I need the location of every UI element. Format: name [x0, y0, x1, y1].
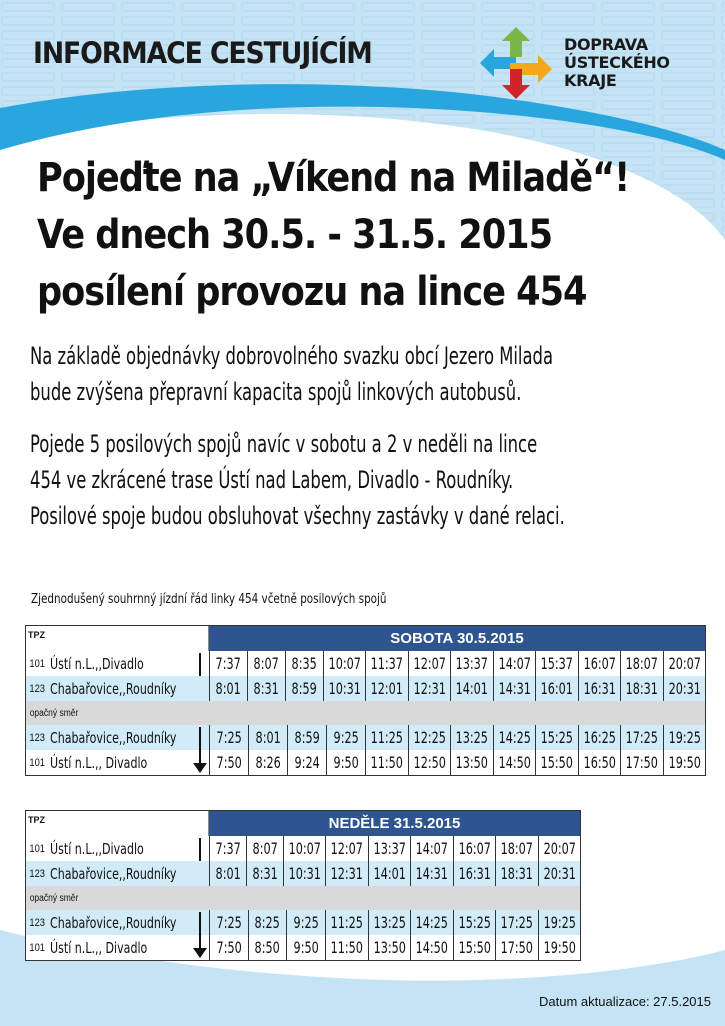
departure-time-cell: [450, 651, 492, 676]
departure-time: 7:37: [215, 839, 241, 858]
tpz-label: TPZ: [28, 630, 45, 640]
opposite-direction-row: [26, 701, 705, 725]
stop-cell: [26, 836, 209, 861]
departure-time-cell: [210, 676, 247, 701]
table-row: [26, 935, 580, 960]
departure-time: 8:26: [255, 753, 281, 772]
departure-time-cell: [286, 935, 325, 960]
departure-time: 8:01: [255, 728, 281, 747]
departure-time-cell: [538, 910, 580, 935]
departure-time-cell: [247, 676, 285, 701]
stop-code: 123: [29, 682, 45, 695]
departure-time: 15:50: [540, 753, 573, 772]
opposite-direction-label: opačný směr: [29, 892, 79, 904]
departure-time: 9:25: [333, 728, 359, 747]
table-row: [26, 836, 580, 861]
departure-time: 19:50: [668, 753, 701, 772]
table-row: [26, 861, 580, 886]
departure-time: 14:01: [373, 864, 406, 883]
table-row: [26, 910, 580, 935]
departure-time-cell: [287, 725, 326, 750]
departure-time: 12:07: [413, 654, 446, 673]
departure-time: 8:01: [215, 864, 241, 883]
paragraph-line: Na základě objednávky dobrovolného svazku obcí Jezero Milada: [30, 342, 554, 370]
departure-time-cell: [410, 861, 452, 886]
departure-time-cell: [210, 750, 248, 775]
departure-time: 8:50: [254, 938, 281, 957]
departure-time: 20:07: [668, 654, 701, 673]
timetable-header-row: [26, 626, 705, 651]
departure-time: 16:01: [540, 679, 573, 698]
headline-line: posílení provozu na lince 454: [37, 269, 587, 315]
tpz-cell: [26, 811, 209, 836]
departure-time-cell: [323, 676, 365, 701]
departure-time: 13:25: [455, 728, 489, 747]
logo-text: [564, 36, 670, 90]
departure-time-cell: [247, 651, 285, 676]
departure-time: 20:07: [543, 839, 576, 858]
update-date: Datum aktualizace: 27.5.2015: [539, 994, 711, 1009]
departure-time: 9:25: [293, 913, 319, 932]
departure-time-cell: [368, 910, 410, 935]
stop-name: Ústí n.L.,,Divadlo: [50, 654, 145, 673]
departure-time-cell: [493, 676, 535, 701]
departure-time: 14:31: [498, 679, 531, 698]
departure-time-cell: [453, 910, 495, 935]
departure-time: 9:50: [333, 753, 359, 772]
time-cells: [209, 676, 705, 701]
departure-time: 7:25: [216, 728, 242, 747]
departure-time: 12:25: [413, 728, 446, 747]
departure-time: 18:07: [625, 654, 658, 673]
departure-time: 7:50: [216, 753, 242, 772]
stop-code: 123: [29, 731, 45, 744]
departure-time-cell: [210, 651, 247, 676]
stop-name: Chabařovice,,Roudníky: [50, 864, 177, 883]
departure-time: 16:31: [583, 679, 616, 698]
opposite-direction-row: [26, 886, 580, 910]
departure-time-cell: [287, 750, 326, 775]
departure-time-cell: [450, 750, 492, 775]
departure-time: 16:31: [458, 864, 491, 883]
departure-time-cell: [210, 910, 248, 935]
departure-time: 17:50: [500, 938, 533, 957]
departure-time-cell: [663, 651, 705, 676]
day-banner: NEDĚLE 31.5.2015: [209, 811, 580, 836]
departure-time-cell: [326, 750, 365, 775]
timetable-header-row: [26, 811, 580, 836]
departure-time-cell: [620, 651, 662, 676]
stop-code: 101: [29, 842, 45, 855]
departure-time: 18:31: [500, 864, 533, 883]
time-cells: [209, 836, 580, 861]
stop-name: Chabařovice,,Roudníky: [50, 679, 177, 698]
departure-time: 17:25: [625, 728, 658, 747]
departure-time-cell: [248, 910, 287, 935]
departure-time-cell: [283, 861, 325, 886]
departure-time-cell: [620, 725, 662, 750]
departure-time: 13:37: [455, 654, 488, 673]
stop-cell: [26, 676, 209, 701]
departure-time: 8:07: [253, 654, 279, 673]
departure-time-cell: [248, 935, 287, 960]
departure-time-cell: [495, 836, 537, 861]
departure-time: 16:50: [583, 753, 616, 772]
headline-line: Pojeďte na „Víkend na Miladě“!: [37, 155, 630, 201]
departure-time: 12:07: [330, 839, 364, 858]
departure-time: 19:25: [668, 728, 701, 747]
departure-time-cell: [365, 725, 407, 750]
stop-cell: [26, 935, 209, 960]
departure-time: 14:01: [455, 679, 488, 698]
info-paragraph-2: [30, 426, 565, 534]
departure-time: 10:31: [288, 864, 321, 883]
departure-time-cell: [408, 676, 450, 701]
departure-time-cell: [210, 836, 246, 861]
departure-time-cell: [408, 725, 450, 750]
departure-time: 12:01: [370, 679, 404, 698]
table-row: [26, 676, 705, 701]
departure-time-cell: [493, 651, 535, 676]
separator-fill: [209, 701, 705, 725]
departure-time-cell: [283, 836, 325, 861]
departure-time: 16:25: [583, 728, 616, 747]
departure-time: 9:50: [293, 938, 319, 957]
departure-time: 14:50: [498, 753, 531, 772]
departure-time: 8:59: [291, 679, 317, 698]
tpz-label: TPZ: [28, 815, 45, 825]
stop-code: 123: [29, 916, 45, 929]
departure-time: 10:07: [328, 654, 361, 673]
departure-time-cell: [410, 836, 452, 861]
timetable-saturday: [25, 625, 706, 776]
departure-time-cell: [453, 836, 495, 861]
departure-time-cell: [285, 676, 323, 701]
departure-time-cell: [535, 725, 577, 750]
departure-time: 17:25: [500, 913, 533, 932]
departure-time-cell: [495, 910, 537, 935]
departure-time-cell: [538, 861, 580, 886]
departure-time-cell: [578, 725, 620, 750]
departure-time: 14:25: [498, 728, 531, 747]
departure-time: 14:07: [498, 654, 531, 673]
departure-time: 9:24: [294, 753, 320, 772]
departure-time: 11:25: [370, 728, 404, 747]
departure-time: 8:01: [215, 679, 242, 698]
departure-time-cell: [620, 750, 662, 775]
departure-time: 13:25: [373, 913, 406, 932]
info-paragraph-1: [30, 338, 553, 410]
stop-cell: [26, 910, 209, 935]
table-row: [26, 750, 705, 775]
logo-line: ÚSTECKÉHO: [564, 53, 670, 72]
departure-time: 8:59: [294, 728, 320, 747]
departure-time-cell: [620, 676, 662, 701]
departure-time-cell: [578, 651, 620, 676]
paragraph-line: bude zvýšena přepravní kapacita spojů linkových autobusů.: [30, 378, 522, 406]
departure-time-cell: [495, 861, 537, 886]
departure-time-cell: [365, 651, 407, 676]
departure-time-cell: [538, 935, 580, 960]
departure-time: 19:25: [543, 913, 576, 932]
stop-name: Ústí n.L.,, Divadlo: [50, 938, 148, 957]
departure-time-cell: [453, 861, 495, 886]
departure-time-cell: [368, 935, 410, 960]
departure-time: 7:50: [216, 938, 242, 957]
departure-time: 18:07: [500, 839, 533, 858]
departure-time: 15:25: [540, 728, 573, 747]
stop-cell: [26, 861, 209, 886]
time-cells: [209, 935, 580, 960]
time-cells: [209, 910, 580, 935]
departure-time: 13:37: [373, 839, 406, 858]
departure-time-cell: [663, 725, 705, 750]
departure-time: 15:25: [458, 913, 491, 932]
departure-time-cell: [368, 861, 410, 886]
departure-time: 12:31: [330, 864, 364, 883]
time-cells: [209, 725, 705, 750]
logo-line: DOPRAVA: [564, 35, 648, 54]
time-cells: [209, 651, 705, 676]
departure-time-cell: [535, 750, 577, 775]
departure-time: 15:37: [540, 654, 573, 673]
departure-time-cell: [450, 676, 492, 701]
stop-code: 123: [29, 867, 45, 880]
departure-time-cell: [410, 910, 452, 935]
stop-name: Ústí n.L.,,Divadlo: [50, 839, 145, 858]
departure-time: 20:31: [543, 864, 576, 883]
departure-time-cell: [210, 861, 246, 886]
departure-time: 18:31: [625, 679, 658, 698]
departure-time-cell: [453, 935, 495, 960]
four-arrows-logo-icon: [478, 25, 554, 101]
paragraph-line: 454 ve zkrácené trase Ústí nad Labem, Divadlo - Roudníky.: [30, 466, 514, 494]
departure-time-cell: [248, 750, 287, 775]
departure-time-cell: [410, 935, 452, 960]
departure-time: 12:50: [413, 753, 446, 772]
departure-time: 11:50: [330, 938, 364, 957]
departure-time: 16:07: [583, 654, 616, 673]
timetable-sunday: [25, 810, 581, 961]
departure-time-cell: [578, 676, 620, 701]
stop-name: Chabařovice,,Roudníky: [50, 913, 177, 932]
paragraph-line: Posilové spoje budou obsluhovat všechny zastávky v dané relaci.: [30, 502, 565, 530]
departure-time: 14:31: [415, 864, 448, 883]
departure-time: 8:35: [291, 654, 317, 673]
day-banner: SOBOTA 30.5.2015: [209, 626, 705, 651]
stop-cell: [26, 651, 209, 676]
stop-code: 101: [29, 756, 45, 769]
departure-time: 7:25: [216, 913, 242, 932]
departure-time: 14:50: [415, 938, 448, 957]
departure-time-cell: [365, 676, 407, 701]
departure-time: 13:50: [373, 938, 406, 957]
logo-line: KRAJE: [564, 71, 617, 90]
departure-time-cell: [210, 935, 248, 960]
departure-time-cell: [663, 676, 705, 701]
departure-time: 14:25: [415, 913, 448, 932]
departure-time: 11:37: [370, 654, 404, 673]
departure-time-cell: [535, 651, 577, 676]
departure-time-cell: [538, 836, 580, 861]
paragraph-line: Pojede 5 posilových spojů navíc v sobotu a 2 v neděli na lince: [30, 430, 538, 458]
departure-time: 12:31: [413, 679, 446, 698]
departure-time-cell: [493, 750, 535, 775]
departure-time: 11:25: [330, 913, 364, 932]
time-cells: [209, 750, 705, 775]
departure-time: 20:31: [668, 679, 701, 698]
headline: [37, 150, 629, 321]
departure-time-cell: [325, 910, 367, 935]
timetable-caption: Zjednodušený souhrnný jízdní řád linky 454 včetně posilových spojů: [31, 592, 387, 607]
departure-time: 10:31: [328, 679, 361, 698]
departure-time: 10:07: [288, 839, 321, 858]
departure-time: 8:31: [252, 864, 278, 883]
tpz-cell: [26, 626, 209, 651]
stop-code: 101: [29, 941, 45, 954]
stop-cell: [26, 750, 209, 775]
stop-name: Chabařovice,,Roudníky: [50, 728, 177, 747]
departure-time: 13:50: [455, 753, 489, 772]
departure-time-cell: [325, 836, 367, 861]
table-row: [26, 651, 705, 676]
departure-time-cell: [493, 725, 535, 750]
departure-time: 11:50: [370, 753, 404, 772]
headline-line: Ve dnech 30.5. - 31.5. 2015: [37, 212, 553, 258]
departure-time-cell: [408, 750, 450, 775]
departure-time-cell: [246, 836, 283, 861]
departure-time-cell: [210, 725, 248, 750]
departure-time: 7:37: [215, 654, 242, 673]
departure-time: 16:07: [458, 839, 491, 858]
departure-time: 19:50: [543, 938, 576, 957]
table-row: [26, 725, 705, 750]
departure-time-cell: [450, 725, 492, 750]
departure-time-cell: [368, 836, 410, 861]
stop-cell: [26, 725, 209, 750]
departure-time: 14:07: [415, 839, 448, 858]
departure-time-cell: [326, 725, 365, 750]
departure-time-cell: [325, 861, 367, 886]
header-title: INFORMACE CESTUJÍCÍM: [33, 36, 372, 70]
departure-time-cell: [286, 910, 325, 935]
departure-time-cell: [323, 651, 365, 676]
stop-code: 101: [29, 657, 45, 670]
opposite-direction-label: opačný směr: [29, 707, 79, 719]
departure-time: 8:31: [253, 679, 279, 698]
departure-time-cell: [408, 651, 450, 676]
departure-time-cell: [285, 651, 323, 676]
departure-time-cell: [663, 750, 705, 775]
departure-time-cell: [495, 935, 537, 960]
departure-time: 8:07: [252, 839, 278, 858]
stop-name: Ústí n.L.,, Divadlo: [50, 753, 148, 772]
dopravni-logo: [478, 25, 670, 101]
departure-time-cell: [248, 725, 287, 750]
departure-time: 15:50: [458, 938, 491, 957]
departure-time: 8:25: [254, 913, 281, 932]
departure-time-cell: [325, 935, 367, 960]
departure-time-cell: [365, 750, 407, 775]
separator-fill: [209, 886, 580, 910]
departure-time-cell: [578, 750, 620, 775]
departure-time-cell: [246, 861, 283, 886]
departure-time-cell: [535, 676, 577, 701]
departure-time: 17:50: [625, 753, 658, 772]
time-cells: [209, 861, 580, 886]
